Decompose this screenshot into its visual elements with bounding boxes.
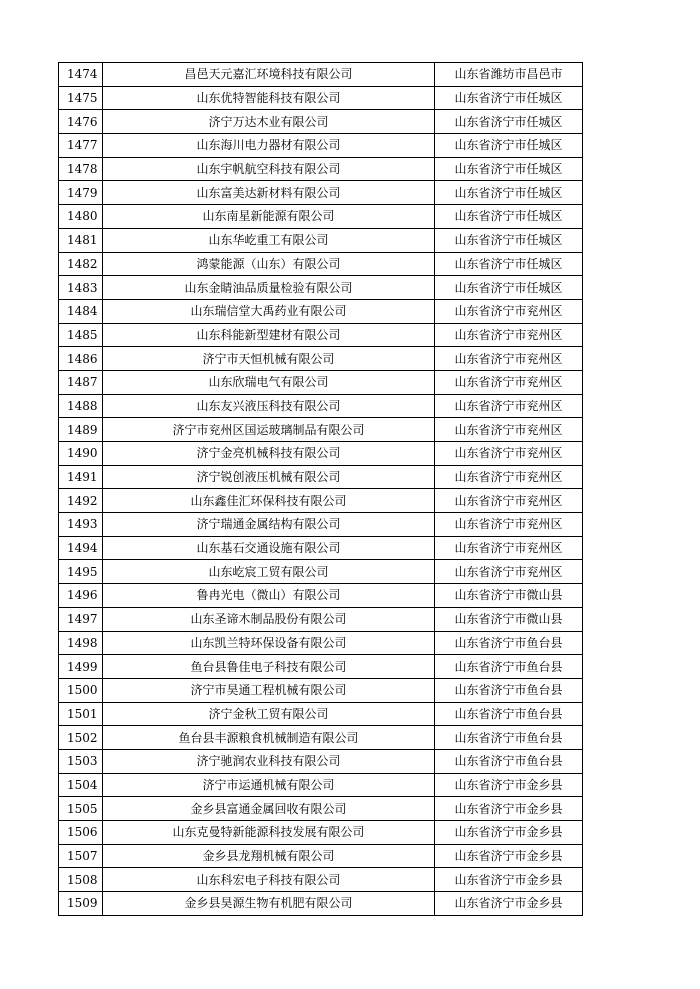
company-location: 山东省济宁市鱼台县 <box>435 749 583 773</box>
company-name: 金乡县龙翔机械有限公司 <box>103 844 435 868</box>
company-name: 鱼台县丰源粮食机械制造有限公司 <box>103 726 435 750</box>
company-location: 山东省济宁市金乡县 <box>435 892 583 916</box>
table-row <box>59 560 583 584</box>
table-row <box>59 844 583 868</box>
company-name: 济宁市昊通工程机械有限公司 <box>103 678 435 702</box>
row-number: 1480 <box>59 205 103 229</box>
company-name: 山东屹宸工贸有限公司 <box>103 560 435 584</box>
company-name: 山东金睛油品质量检验有限公司 <box>103 276 435 300</box>
row-number: 1495 <box>59 560 103 584</box>
company-name: 济宁金秋工贸有限公司 <box>103 702 435 726</box>
table-row <box>59 584 583 608</box>
table-row <box>59 181 583 205</box>
row-number: 1497 <box>59 607 103 631</box>
company-location: 山东省济宁市金乡县 <box>435 868 583 892</box>
row-number: 1501 <box>59 702 103 726</box>
company-name: 山东海川电力器材有限公司 <box>103 134 435 158</box>
table-row <box>59 418 583 442</box>
company-name: 山东南星新能源有限公司 <box>103 205 435 229</box>
row-number: 1478 <box>59 157 103 181</box>
table-row <box>59 868 583 892</box>
table-row <box>59 631 583 655</box>
row-number: 1483 <box>59 276 103 300</box>
table-row <box>59 63 583 87</box>
table-row <box>59 442 583 466</box>
company-location: 山东省济宁市金乡县 <box>435 844 583 868</box>
company-location: 山东省济宁市金乡县 <box>435 821 583 845</box>
table-row <box>59 513 583 537</box>
row-number: 1486 <box>59 347 103 371</box>
company-location: 山东省济宁市兖州区 <box>435 418 583 442</box>
company-location: 山东省济宁市鱼台县 <box>435 655 583 679</box>
row-number: 1494 <box>59 536 103 560</box>
company-name: 金乡县富通金属回收有限公司 <box>103 797 435 821</box>
row-number: 1489 <box>59 418 103 442</box>
row-number: 1507 <box>59 844 103 868</box>
table-row <box>59 726 583 750</box>
table-row <box>59 228 583 252</box>
company-location: 山东省济宁市兖州区 <box>435 560 583 584</box>
company-location: 山东省济宁市任城区 <box>435 134 583 158</box>
company-location: 山东省济宁市任城区 <box>435 86 583 110</box>
company-name: 济宁驰润农业科技有限公司 <box>103 749 435 773</box>
company-name: 山东科能新型建材有限公司 <box>103 323 435 347</box>
company-list-body <box>59 63 583 916</box>
row-number: 1502 <box>59 726 103 750</box>
company-name: 济宁瑞通金属结构有限公司 <box>103 513 435 537</box>
company-name: 山东克曼特新能源科技发展有限公司 <box>103 821 435 845</box>
table-row <box>59 749 583 773</box>
company-location: 山东省济宁市兖州区 <box>435 347 583 371</box>
row-number: 1500 <box>59 678 103 702</box>
company-name: 山东基石交通设施有限公司 <box>103 536 435 560</box>
row-number: 1499 <box>59 655 103 679</box>
company-name: 济宁万达木业有限公司 <box>103 110 435 134</box>
company-location: 山东省济宁市兖州区 <box>435 394 583 418</box>
row-number: 1490 <box>59 442 103 466</box>
company-location: 山东省济宁市鱼台县 <box>435 631 583 655</box>
company-location: 山东省济宁市鱼台县 <box>435 678 583 702</box>
table-row <box>59 110 583 134</box>
table-row <box>59 892 583 916</box>
row-number: 1481 <box>59 228 103 252</box>
row-number: 1482 <box>59 252 103 276</box>
table-row <box>59 821 583 845</box>
table-row <box>59 678 583 702</box>
row-number: 1475 <box>59 86 103 110</box>
company-name: 山东友兴液压科技有限公司 <box>103 394 435 418</box>
company-location: 山东省济宁市任城区 <box>435 157 583 181</box>
company-location: 山东省潍坊市昌邑市 <box>435 63 583 87</box>
table-row <box>59 252 583 276</box>
company-name: 山东凯兰特环保设备有限公司 <box>103 631 435 655</box>
table-row <box>59 655 583 679</box>
company-name: 山东科宏电子科技有限公司 <box>103 868 435 892</box>
table-row <box>59 489 583 513</box>
row-number: 1479 <box>59 181 103 205</box>
company-location: 山东省济宁市任城区 <box>435 276 583 300</box>
row-number: 1498 <box>59 631 103 655</box>
table-row <box>59 536 583 560</box>
table-row <box>59 134 583 158</box>
company-location: 山东省济宁市任城区 <box>435 252 583 276</box>
company-name: 济宁市兖州区国运玻璃制品有限公司 <box>103 418 435 442</box>
row-number: 1506 <box>59 821 103 845</box>
company-name: 鸿蒙能源（山东）有限公司 <box>103 252 435 276</box>
table-row <box>59 323 583 347</box>
company-location: 山东省济宁市兖州区 <box>435 489 583 513</box>
company-list-table <box>58 62 583 916</box>
company-name: 济宁锐创液压机械有限公司 <box>103 465 435 489</box>
company-location: 山东省济宁市兖州区 <box>435 323 583 347</box>
company-location: 山东省济宁市任城区 <box>435 228 583 252</box>
company-name: 山东优特智能科技有限公司 <box>103 86 435 110</box>
company-location: 山东省济宁市金乡县 <box>435 773 583 797</box>
company-name: 金乡县昊源生物有机肥有限公司 <box>103 892 435 916</box>
row-number: 1474 <box>59 63 103 87</box>
row-number: 1504 <box>59 773 103 797</box>
table-row <box>59 773 583 797</box>
company-location: 山东省济宁市金乡县 <box>435 797 583 821</box>
company-location: 山东省济宁市兖州区 <box>435 536 583 560</box>
table-row <box>59 394 583 418</box>
company-name: 济宁市运通机械有限公司 <box>103 773 435 797</box>
company-name: 山东瑞信堂大禹药业有限公司 <box>103 299 435 323</box>
company-location: 山东省济宁市兖州区 <box>435 465 583 489</box>
company-location: 山东省济宁市任城区 <box>435 205 583 229</box>
company-location: 山东省济宁市兖州区 <box>435 513 583 537</box>
table-row <box>59 702 583 726</box>
company-name: 鱼台县鲁佳电子科技有限公司 <box>103 655 435 679</box>
company-name: 山东富美达新材料有限公司 <box>103 181 435 205</box>
company-location: 山东省济宁市兖州区 <box>435 299 583 323</box>
table-row <box>59 86 583 110</box>
company-location: 山东省济宁市微山县 <box>435 584 583 608</box>
row-number: 1508 <box>59 868 103 892</box>
row-number: 1477 <box>59 134 103 158</box>
company-name: 山东鑫佳汇环保科技有限公司 <box>103 489 435 513</box>
company-location: 山东省济宁市鱼台县 <box>435 726 583 750</box>
row-number: 1487 <box>59 370 103 394</box>
table-row <box>59 157 583 181</box>
company-location: 山东省济宁市鱼台县 <box>435 702 583 726</box>
row-number: 1503 <box>59 749 103 773</box>
company-location: 山东省济宁市兖州区 <box>435 370 583 394</box>
row-number: 1505 <box>59 797 103 821</box>
row-number: 1496 <box>59 584 103 608</box>
table-row <box>59 370 583 394</box>
row-number: 1492 <box>59 489 103 513</box>
table-row <box>59 797 583 821</box>
company-location: 山东省济宁市微山县 <box>435 607 583 631</box>
company-name: 鲁冉光电（微山）有限公司 <box>103 584 435 608</box>
table-row <box>59 465 583 489</box>
table-row <box>59 299 583 323</box>
row-number: 1509 <box>59 892 103 916</box>
table-row <box>59 607 583 631</box>
company-name: 山东宇帆航空科技有限公司 <box>103 157 435 181</box>
company-name: 济宁市天恒机械有限公司 <box>103 347 435 371</box>
company-name: 济宁金亮机械科技有限公司 <box>103 442 435 466</box>
row-number: 1485 <box>59 323 103 347</box>
company-location: 山东省济宁市兖州区 <box>435 442 583 466</box>
row-number: 1491 <box>59 465 103 489</box>
company-location: 山东省济宁市任城区 <box>435 181 583 205</box>
table-row <box>59 347 583 371</box>
table-row <box>59 205 583 229</box>
company-location: 山东省济宁市任城区 <box>435 110 583 134</box>
company-name: 山东圣谛木制品股份有限公司 <box>103 607 435 631</box>
table-row <box>59 276 583 300</box>
row-number: 1488 <box>59 394 103 418</box>
company-name: 山东欣瑞电气有限公司 <box>103 370 435 394</box>
row-number: 1484 <box>59 299 103 323</box>
row-number: 1493 <box>59 513 103 537</box>
row-number: 1476 <box>59 110 103 134</box>
company-name: 山东华屹重工有限公司 <box>103 228 435 252</box>
company-name: 昌邑天元嘉汇环境科技有限公司 <box>103 63 435 87</box>
